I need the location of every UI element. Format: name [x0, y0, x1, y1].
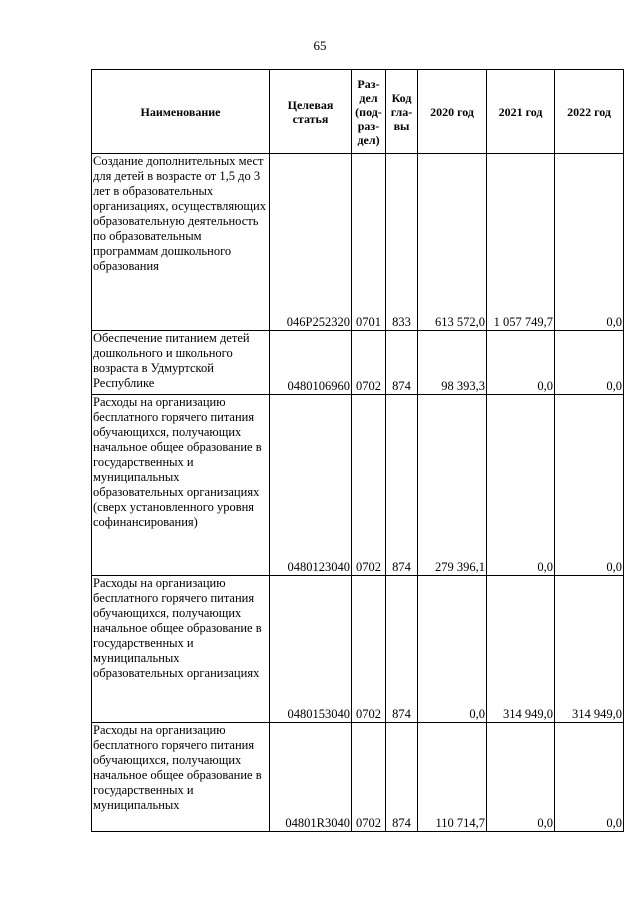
row-code: 874	[386, 331, 418, 395]
row-2020: 110 714,7	[418, 723, 487, 832]
table-row	[92, 154, 624, 331]
row-name: Создание дополнительных мест для детей в возрасте от 1,5 до 3 лет в образовательных организациях, осуществляющих образовательную деятельность по образовательным программам дошкольного образования	[92, 154, 270, 331]
row-2021: 0,0	[487, 723, 555, 832]
row-name: Обеспечение питанием детей дошкольного и школьного возраста в Удмуртской Республике	[92, 331, 270, 395]
header-code: Код гла- вы	[386, 70, 418, 154]
row-section: 0702	[352, 395, 386, 576]
row-target: 0480153040	[270, 576, 352, 723]
row-code: 874	[386, 576, 418, 723]
row-section: 0701	[352, 154, 386, 331]
row-2021: 1 057 749,7	[487, 154, 555, 331]
row-target: 04801R3040	[270, 723, 352, 832]
header-section: Раз- дел (под- раз- дел)	[352, 70, 386, 154]
row-2022: 0,0	[555, 395, 624, 576]
row-code: 833	[386, 154, 418, 331]
row-code: 874	[386, 723, 418, 832]
header-2021: 2021 год	[487, 70, 555, 154]
header-2020: 2020 год	[418, 70, 487, 154]
row-2022: 0,0	[555, 331, 624, 395]
table-row	[92, 395, 624, 576]
row-2022: 0,0	[555, 154, 624, 331]
table-row	[92, 331, 624, 395]
row-2020: 0,0	[418, 576, 487, 723]
header-2022: 2022 год	[555, 70, 624, 154]
page-number: 65	[313, 38, 327, 53]
row-name: Расходы на организацию бесплатного горячего питания обучающихся, получающих начальное общее образование в государственных и муниципальных	[92, 723, 270, 832]
row-2020: 279 396,1	[418, 395, 487, 576]
row-2020: 98 393,3	[418, 331, 487, 395]
row-target: 0480106960	[270, 331, 352, 395]
row-2021: 0,0	[487, 395, 555, 576]
header-target: Целевая статья	[270, 70, 352, 154]
row-section: 0702	[352, 331, 386, 395]
row-code: 874	[386, 395, 418, 576]
header-name: Наименование	[92, 70, 270, 154]
row-target: 046P252320	[270, 154, 352, 331]
row-2020: 613 572,0	[418, 154, 487, 331]
table-header-row	[92, 70, 624, 154]
row-section: 0702	[352, 723, 386, 832]
row-2022: 314 949,0	[555, 576, 624, 723]
row-2021: 314 949,0	[487, 576, 555, 723]
row-2021: 0,0	[487, 331, 555, 395]
budget-table	[91, 69, 624, 832]
row-target: 0480123040	[270, 395, 352, 576]
row-2022: 0,0	[555, 723, 624, 832]
row-name: Расходы на организацию бесплатного горячего питания обучающихся, получающих начальное общее образование в государственных и муниципальных образовательных организациях	[92, 576, 270, 723]
table-row	[92, 576, 624, 723]
table-row	[92, 723, 624, 832]
row-name: Расходы на организацию бесплатного горячего питания обучающихся, получающих начальное общее образование в государственных и муниципальных образовательных организациях (сверх установленного уровня софинансирования)	[92, 395, 270, 576]
row-section: 0702	[352, 576, 386, 723]
